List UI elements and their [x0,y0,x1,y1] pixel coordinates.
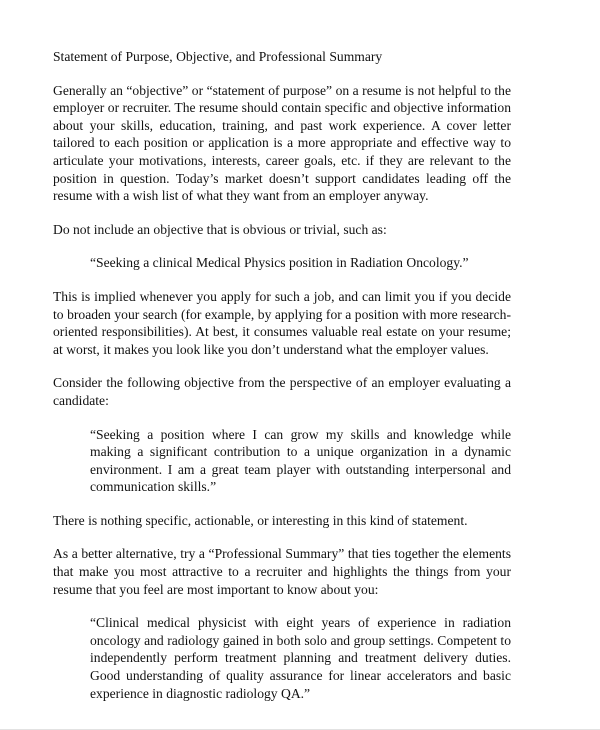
paragraph-implied: This is implied whenever you apply for such a job, and can limit you if you decide to broaden your search (for example, by applying for a position with more research-oriented responsibilities). At best, it consumes valuable real estate on your resume; at worst, it makes you look like you don’t understand what the employer values. [53,288,511,357]
paragraph-do-not-include: Do not include an objective that is obvious or trivial, such as: [53,221,387,237]
document-title: Statement of Purpose, Objective, and Professional Summary [53,49,383,64]
quote-trivial-objective: “Seeking a clinical Medical Physics position in Radiation Oncology.” [90,255,469,271]
paragraph-nothing-specific: There is nothing specific, actionable, or interesting in this kind of statement. [53,512,468,528]
paragraph-objective-intro: Generally an “objective” or “statement of purpose” on a resume is not helpful to the employer or recruiter. The resume should contain specific and objective information about your skills, education, training, and past work experience. A cover letter tailored to each position or application is a more appropriate and effective way to articulate your motivations, interests, career goals, etc. if they are relevant to the position in question. Today’s market doesn’t support candidates leading off the resume with a wish list of what they want from an employer anyway. [53,82,511,204]
document-body [53,48,511,702]
paragraph-consider: Consider the following objective from the perspective of an employer evaluating a candidate: [53,375,511,408]
quote-professional-summary: “Clinical medical physicist with eight years of experience in radiation oncology and radiology gained in both solo and group settings. Competent to independently perform treatment planning and treatment delivery duties. Good understanding of quality assurance for linear accelerators and basic experience in diagnostic radiology QA.” [90,615,511,701]
quote-generic-objective: “Seeking a position where I can grow my skills and knowledge while making a significant contribution to a unique organization in a dynamic environment. I am a great team player with outstanding interpersonal and communication skills.” [90,426,511,495]
paragraph-better-alternative: As a better alternative, try a “Professional Summary” that ties together the elements that make you most attractive to a recruiter and highlights the things from your resume that you feel are most important to know about you: [53,546,511,597]
